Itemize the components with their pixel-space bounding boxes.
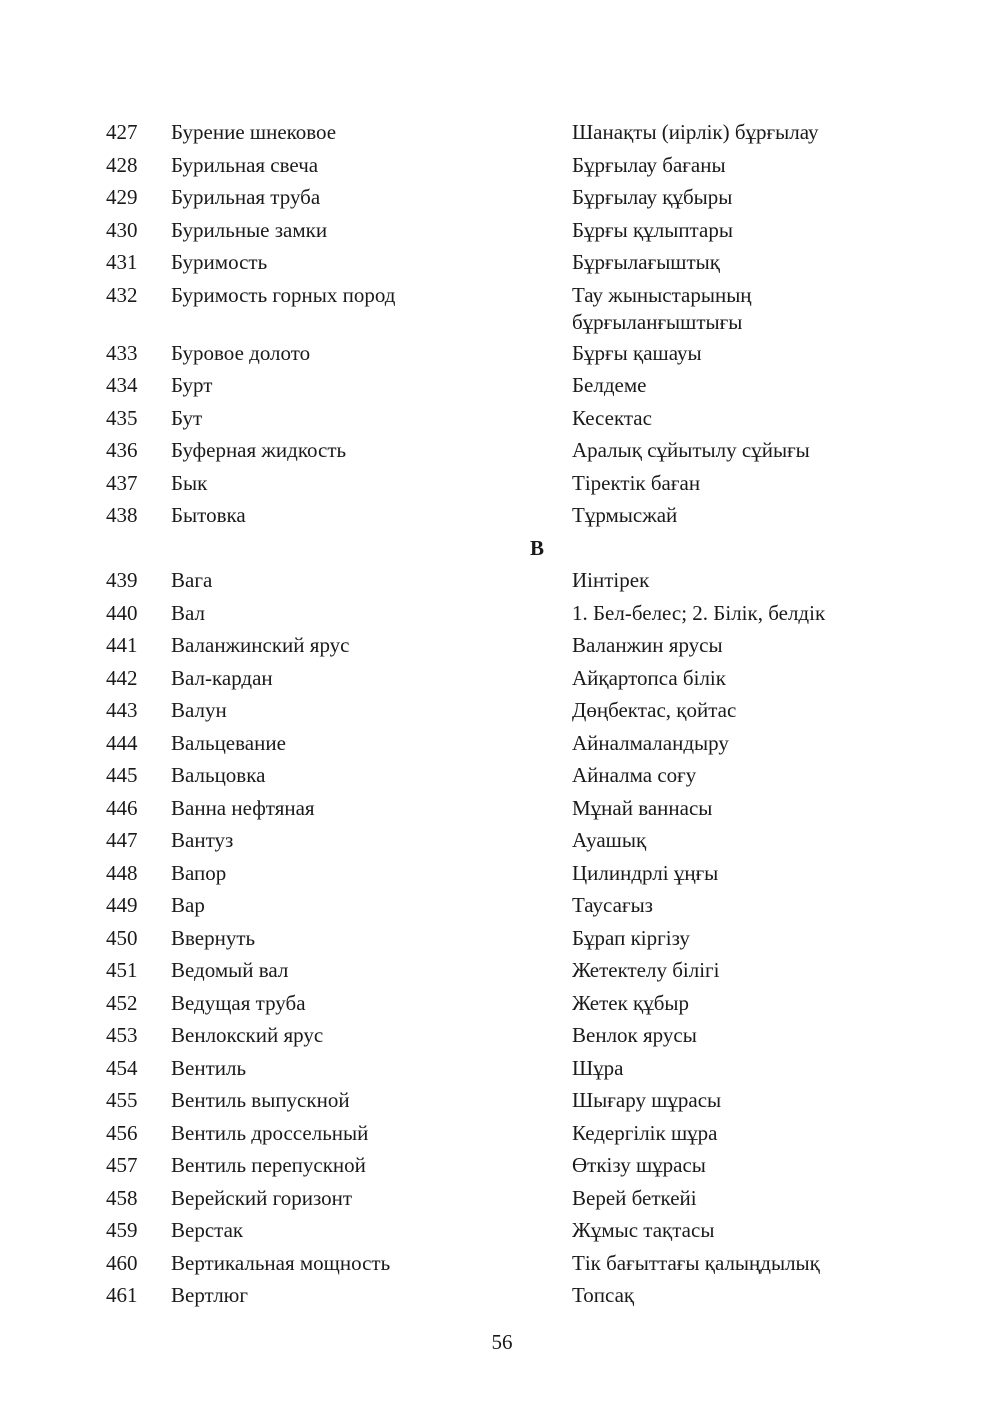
glossary-entry [0,467,1004,500]
entry-number: 450 [106,925,138,950]
entry-number: 458 [106,1185,138,1210]
russian-term: Бурильная свеча [171,152,319,177]
russian-term: Бытовка [171,503,246,527]
kazakh-term: Шанақты (иірлік) бұрғылау [572,120,819,144]
glossary-entry [0,149,1004,182]
entry-number: 432 [106,282,138,307]
russian-term: Верейский горизонт [171,1185,353,1210]
entry-number: 461 [106,1283,138,1307]
entry-number: 447 [106,828,138,852]
glossary-entry [0,434,1004,467]
glossary-entry [0,1214,1004,1247]
glossary-entry [0,1247,1004,1280]
entry-number: 446 [106,795,138,820]
russian-term: Ведущая труба [171,990,306,1015]
entry-number: 457 [106,1153,138,1177]
kazakh-term: Цилиндрлі ұңғы [572,860,719,885]
russian-term: Вертлюг [171,1283,248,1307]
kazakh-term: Таусағыз [572,893,653,917]
glossary-entry [0,564,1004,597]
entry-number: 430 [106,217,138,242]
russian-term: Вал [171,600,205,625]
entry-number: 451 [106,958,138,982]
glossary-entry [0,889,1004,922]
glossary-entry [0,181,1004,214]
russian-term: Верстак [171,1218,244,1242]
kazakh-term: Өткізу шұрасы [572,1153,706,1177]
russian-term: Вага [171,568,213,592]
kazakh-term: Шұра [572,1055,624,1080]
russian-term: Вальцовка [171,763,266,787]
kazakh-term: Айналмаландыру [572,730,729,755]
glossary-entry [0,499,1004,532]
glossary-entry [0,1149,1004,1182]
kazakh-term: Аралық сұйытылу сұйығы [572,438,810,462]
russian-term: Бурение шнековое [171,120,337,144]
kazakh-term: Венлок ярусы [572,1023,697,1047]
entry-number: 439 [106,568,138,592]
entry-number: 435 [106,405,138,430]
glossary-entry [0,1019,1004,1052]
glossary-entry [0,1182,1004,1215]
russian-term: Вентиль перепускной [171,1153,366,1177]
glossary-entry [0,662,1004,695]
kazakh-term: Бұрап кіргізу [572,925,690,950]
kazakh-term: Тіректік баған [572,470,701,495]
russian-term: Вертикальная мощность [171,1250,391,1275]
glossary-entry [0,369,1004,402]
russian-term: Бурт [171,373,213,397]
glossary-entry [0,116,1004,149]
glossary-entry [0,954,1004,987]
entry-number: 441 [106,633,138,657]
kazakh-term: Бұрғылау құбыры [572,185,733,209]
entry-number: 429 [106,185,138,209]
kazakh-term: Дөңбектас, қойтас [572,698,737,722]
glossary-entry [0,987,1004,1020]
russian-term: Валанжинский ярус [171,633,350,657]
kazakh-term: Айналма соғу [572,763,697,787]
glossary-entry [0,759,1004,792]
glossary-entry [0,1084,1004,1117]
kazakh-term: Мұнай ваннасы [572,795,713,820]
russian-term: Вентиль выпускной [171,1088,350,1112]
glossary-entry [0,246,1004,279]
entry-number: 428 [106,152,138,177]
russian-term: Вар [171,893,205,917]
russian-term: Буровое долото [171,340,311,365]
russian-term: Ввернуть [171,925,256,950]
entry-number: 434 [106,373,138,397]
glossary-entry [0,629,1004,662]
page-number: 56 [491,1330,513,1354]
entry-number: 445 [106,763,138,787]
kazakh-term: Тау жыныстарының бұрғыланғыштығы [572,282,752,334]
entry-number: 438 [106,503,138,527]
entry-number: 427 [106,120,138,144]
russian-term: Вапор [171,860,227,885]
entry-number: 455 [106,1088,138,1112]
russian-term: Вальцевание [171,730,286,755]
entry-number: 448 [106,860,138,885]
kazakh-term: Топсақ [572,1283,635,1307]
kazakh-term: Верей беткейі [572,1185,697,1210]
entry-number: 437 [106,470,138,495]
entry-number: 453 [106,1023,138,1047]
russian-term: Бурильная труба [171,185,321,209]
glossary-entry [0,1052,1004,1085]
russian-term: Буримость горных пород [171,282,396,307]
glossary-entry [0,214,1004,247]
glossary-entry [0,792,1004,825]
kazakh-term: Валанжин ярусы [572,633,723,657]
glossary-entry [0,402,1004,435]
russian-term: Буферная жидкость [171,438,347,462]
russian-term: Ведомый вал [171,958,289,982]
entry-number: 436 [106,438,138,462]
russian-term: Вантуз [171,828,234,852]
kazakh-term: Тұрмысжай [572,503,678,527]
glossary-entry [0,824,1004,857]
kazakh-term: Шығару шұрасы [572,1088,722,1112]
entry-number: 459 [106,1218,138,1242]
entry-number: 431 [106,250,138,274]
russian-term: Вентиль дроссельный [171,1120,369,1145]
kazakh-term: Жетектелу білігі [572,958,720,982]
russian-term: Бут [171,405,203,430]
kazakh-term: 1. Бел-белес; 2. Білік, белдік [572,600,826,625]
russian-term: Бурильные замки [171,217,328,242]
kazakh-term: Кедергілік шұра [572,1120,718,1145]
entry-number: 433 [106,340,138,365]
glossary-entry [0,857,1004,890]
glossary-entry [0,597,1004,630]
entry-number: 440 [106,600,138,625]
kazakh-term: Жетек құбыр [572,990,690,1015]
russian-term: Валун [171,698,227,722]
entry-number: 452 [106,990,138,1015]
entry-number: 442 [106,665,138,690]
kazakh-term: Тік бағыттағы қалыңдылық [572,1250,820,1275]
kazakh-term: Ауашық [572,828,647,852]
entry-number: 444 [106,730,138,755]
entry-number: 454 [106,1055,138,1080]
kazakh-term: Иінтірек [572,568,650,592]
kazakh-term: Кесектас [572,405,652,430]
glossary-entry [0,337,1004,370]
entry-number: 456 [106,1120,138,1145]
glossary-entry [0,694,1004,727]
glossary-entry [0,1279,1004,1312]
kazakh-term: Жұмыс тақтасы [572,1218,715,1242]
russian-term: Вал-кардан [171,665,273,690]
kazakh-term: Бұрғы құлыптары [572,217,733,242]
kazakh-term: Айқартопса білік [572,665,726,690]
glossary-entry [0,1117,1004,1150]
glossary-list [0,116,1004,1312]
russian-term: Бык [171,470,208,495]
section-letter: В [529,535,544,560]
kazakh-term: Белдеме [572,373,647,397]
russian-term: Ванна нефтяная [171,795,315,820]
glossary-entry [0,922,1004,955]
entry-number: 443 [106,698,138,722]
kazakh-term: Бұрғы қашауы [572,340,702,365]
kazakh-term: Бұрғылау бағаны [572,152,726,177]
kazakh-term: Бұрғылағыштық [572,250,720,274]
russian-term: Венлокский ярус [171,1023,324,1047]
russian-term: Буримость [171,250,268,274]
glossary-entry [0,279,1004,337]
glossary-entry [0,727,1004,760]
russian-term: Вентиль [171,1055,247,1080]
entry-number: 449 [106,893,138,917]
entry-number: 460 [106,1250,138,1275]
